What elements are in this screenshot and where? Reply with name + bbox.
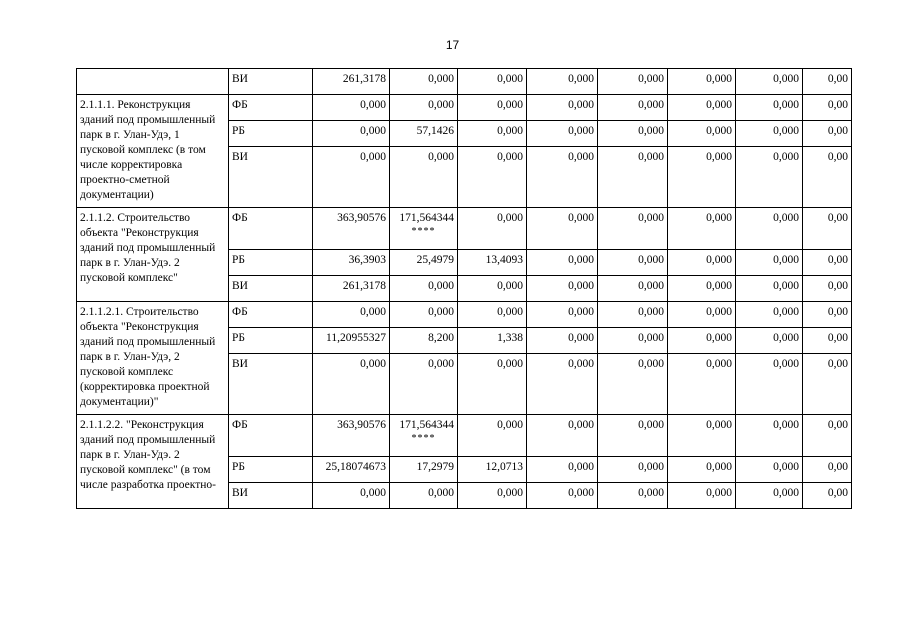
amount-value: 12,0713 — [485, 461, 523, 473]
amount-cell — [313, 276, 390, 302]
amount-cell — [458, 415, 527, 457]
amount-value: 0,000 — [568, 212, 594, 224]
amount-value: 0,000 — [706, 73, 732, 85]
amount-cell — [736, 483, 803, 509]
table-row — [77, 415, 852, 457]
amount-value: 0,000 — [360, 125, 386, 137]
amount-cell — [313, 250, 390, 276]
amount-cell — [803, 250, 852, 276]
amount-cell — [598, 354, 668, 415]
amount-cell — [458, 457, 527, 483]
amount-cell — [598, 457, 668, 483]
amount-cell — [527, 250, 598, 276]
amount-cell — [736, 328, 803, 354]
amount-value: 0,000 — [638, 125, 664, 137]
amount-value: 0,000 — [497, 487, 523, 499]
amount-cell — [668, 250, 736, 276]
funding-source-cell: ВИ — [229, 147, 313, 208]
amount-value: 0,000 — [638, 212, 664, 224]
amount-value: 0,000 — [706, 280, 732, 292]
amount-cell — [668, 328, 736, 354]
amount-value: 25,18074673 — [325, 461, 386, 473]
amount-value: 0,000 — [568, 99, 594, 111]
amount-value: 0,00 — [827, 332, 848, 344]
amount-value: 0,000 — [568, 306, 594, 318]
amount-cell — [668, 276, 736, 302]
amount-value: 0,000 — [360, 306, 386, 318]
amount-cell — [598, 276, 668, 302]
amount-value: 0,000 — [497, 419, 523, 431]
amount-value: 0,00 — [827, 306, 848, 318]
amount-value: 0,000 — [773, 419, 799, 431]
funding-source-cell: ВИ — [229, 276, 313, 302]
amount-cell — [668, 121, 736, 147]
activity-name-cell: 2.1.1.2. Строительство объекта "Реконструкция зданий под промышленный парк в г. Улан-Удэ. 2 пусковой комплекс" — [77, 208, 229, 302]
amount-value: 1,338 — [497, 332, 523, 344]
amount-value: 0,00 — [827, 358, 848, 370]
activity-name-cell: 2.1.1.2.2. "Реконструкция зданий под промышленный парк в г. Улан-Удэ. 2 пусковой комплекс" (в том числе разработка проектно- — [77, 415, 229, 509]
amount-value: 0,00 — [827, 73, 848, 85]
amount-value: 0,000 — [706, 306, 732, 318]
amount-cell — [313, 302, 390, 328]
amount-cell — [390, 95, 458, 121]
amount-cell — [458, 302, 527, 328]
amount-cell — [803, 302, 852, 328]
amount-cell — [527, 95, 598, 121]
amount-cell — [803, 457, 852, 483]
amount-value: 0,000 — [773, 73, 799, 85]
amount-value: 0,00 — [827, 254, 848, 266]
amount-value: 0,000 — [568, 419, 594, 431]
amount-value: 57,1426 — [416, 125, 454, 137]
amount-cell — [313, 328, 390, 354]
amount-value: 0,000 — [773, 254, 799, 266]
amount-cell — [668, 483, 736, 509]
amount-value: 0,00 — [827, 419, 848, 431]
amount-cell — [527, 328, 598, 354]
amount-cell — [527, 69, 598, 95]
amount-cell — [458, 147, 527, 208]
amount-cell — [458, 121, 527, 147]
amount-cell — [390, 415, 458, 457]
amount-value: 0,000 — [773, 358, 799, 370]
amount-value: 0,000 — [638, 461, 664, 473]
amount-value: 0,000 — [497, 280, 523, 292]
amount-value: 8,200 — [428, 332, 454, 344]
amount-value: 0,000 — [497, 358, 523, 370]
amount-cell — [598, 147, 668, 208]
footnote-marker: **** — [411, 226, 436, 237]
amount-cell — [803, 95, 852, 121]
table-row — [77, 302, 852, 328]
amount-cell — [390, 328, 458, 354]
amount-value: 0,00 — [827, 125, 848, 137]
amount-value: 0,00 — [827, 212, 848, 224]
amount-cell — [458, 208, 527, 250]
amount-value: 0,000 — [428, 280, 454, 292]
activity-name-cell — [77, 69, 229, 95]
amount-value: 0,000 — [773, 151, 799, 163]
funding-source-cell: ФБ — [229, 95, 313, 121]
amount-value: 0,00 — [827, 461, 848, 473]
amount-value: 0,000 — [638, 254, 664, 266]
amount-value: 0,000 — [706, 125, 732, 137]
amount-cell — [803, 276, 852, 302]
funding-source-cell: ВИ — [229, 69, 313, 95]
table-row — [77, 208, 852, 250]
amount-cell — [527, 121, 598, 147]
amount-value: 0,000 — [773, 212, 799, 224]
amount-value: 0,000 — [428, 99, 454, 111]
footnote-marker: **** — [411, 433, 436, 444]
amount-value: 363,90576 — [337, 212, 386, 224]
amount-cell — [736, 354, 803, 415]
table-row — [77, 95, 852, 121]
amount-cell — [598, 69, 668, 95]
amount-value: 0,000 — [773, 125, 799, 137]
amount-cell — [390, 69, 458, 95]
amount-cell — [598, 208, 668, 250]
amount-cell — [458, 354, 527, 415]
amount-cell — [736, 250, 803, 276]
amount-cell — [598, 250, 668, 276]
amount-value: 13,4093 — [485, 254, 523, 266]
amount-cell — [668, 95, 736, 121]
amount-value: 0,000 — [568, 254, 594, 266]
amount-value: 171,564344 — [399, 212, 454, 224]
amount-cell — [527, 276, 598, 302]
amount-cell — [668, 415, 736, 457]
amount-cell — [313, 147, 390, 208]
amount-cell — [527, 354, 598, 415]
amount-value: 0,000 — [638, 151, 664, 163]
amount-value: 0,00 — [827, 487, 848, 499]
funding-source-cell: РБ — [229, 121, 313, 147]
amount-value: 261,3178 — [342, 280, 386, 292]
amount-value: 0,000 — [706, 461, 732, 473]
amount-cell — [598, 121, 668, 147]
amount-cell — [803, 69, 852, 95]
amount-cell — [313, 457, 390, 483]
amount-cell — [390, 147, 458, 208]
amount-cell — [736, 147, 803, 208]
amount-cell — [803, 354, 852, 415]
page-number: 17 — [445, 38, 460, 52]
amount-value: 0,000 — [497, 212, 523, 224]
amount-cell — [458, 95, 527, 121]
funding-source-cell: РБ — [229, 457, 313, 483]
amount-cell — [527, 208, 598, 250]
amount-cell — [527, 147, 598, 208]
amount-cell — [527, 457, 598, 483]
amount-value: 0,000 — [568, 151, 594, 163]
amount-value: 0,000 — [360, 487, 386, 499]
amount-cell — [803, 483, 852, 509]
amount-cell — [736, 121, 803, 147]
amount-cell — [803, 121, 852, 147]
amount-cell — [668, 69, 736, 95]
amount-value: 0,000 — [568, 461, 594, 473]
amount-cell — [668, 354, 736, 415]
amount-cell — [390, 208, 458, 250]
amount-value: 0,000 — [773, 487, 799, 499]
amount-value: 36,3903 — [348, 254, 386, 266]
amount-cell — [668, 147, 736, 208]
amount-value: 0,000 — [773, 461, 799, 473]
amount-cell — [313, 354, 390, 415]
amount-cell — [736, 69, 803, 95]
amount-value: 261,3178 — [342, 73, 386, 85]
amount-value: 0,000 — [773, 280, 799, 292]
amount-cell — [527, 483, 598, 509]
amount-value: 363,90576 — [337, 419, 386, 431]
activity-name-cell: 2.1.1.2.1. Строительство объекта "Реконструкция зданий под промышленный парк в г. Улан-Удэ, 2 пусковой комплекс (корректировка проектной документации)" — [77, 302, 229, 415]
amount-value: 0,000 — [773, 99, 799, 111]
amount-cell — [598, 415, 668, 457]
amount-cell — [736, 95, 803, 121]
amount-value: 0,000 — [706, 419, 732, 431]
amount-cell — [313, 483, 390, 509]
funding-source-cell: ФБ — [229, 415, 313, 457]
amount-value: 0,000 — [638, 358, 664, 370]
amount-value: 0,000 — [428, 151, 454, 163]
activity-name-cell: 2.1.1.1. Реконструкция зданий под промышленный парк в г. Улан-Удэ, 1 пусковой комплекс (в том числе корректировка проектно-сметной документации) — [77, 95, 229, 208]
amount-value: 0,00 — [827, 280, 848, 292]
funding-source-cell: ФБ — [229, 302, 313, 328]
amount-cell — [598, 302, 668, 328]
amount-cell — [803, 415, 852, 457]
amount-cell — [736, 208, 803, 250]
amount-cell — [598, 483, 668, 509]
funding-source-cell: ВИ — [229, 483, 313, 509]
amount-cell — [313, 95, 390, 121]
amount-cell — [458, 328, 527, 354]
amount-cell — [598, 328, 668, 354]
funding-source-cell: ФБ — [229, 208, 313, 250]
amount-value: 0,000 — [706, 332, 732, 344]
amount-value: 0,000 — [706, 487, 732, 499]
budget-table — [76, 68, 852, 509]
amount-value: 0,000 — [568, 332, 594, 344]
amount-cell — [736, 415, 803, 457]
amount-value: 0,000 — [497, 151, 523, 163]
amount-cell — [598, 95, 668, 121]
funding-source-cell: ВИ — [229, 354, 313, 415]
amount-cell — [390, 121, 458, 147]
amount-value: 0,000 — [773, 332, 799, 344]
amount-value: 171,564344 — [399, 419, 454, 431]
amount-cell — [313, 69, 390, 95]
amount-cell — [390, 354, 458, 415]
amount-value: 0,000 — [638, 332, 664, 344]
amount-cell — [803, 208, 852, 250]
amount-value: 0,000 — [360, 99, 386, 111]
amount-cell — [313, 121, 390, 147]
amount-value: 0,00 — [827, 151, 848, 163]
amount-cell — [803, 147, 852, 208]
amount-value: 0,000 — [706, 358, 732, 370]
amount-value: 0,000 — [497, 73, 523, 85]
amount-cell — [390, 250, 458, 276]
amount-value: 0,000 — [428, 73, 454, 85]
amount-cell — [458, 483, 527, 509]
amount-value: 0,000 — [638, 99, 664, 111]
amount-value: 17,2979 — [416, 461, 454, 473]
budget-table-body — [77, 69, 852, 509]
amount-cell — [313, 415, 390, 457]
amount-cell — [313, 208, 390, 250]
amount-value: 0,000 — [360, 151, 386, 163]
amount-cell — [803, 328, 852, 354]
amount-cell — [668, 208, 736, 250]
amount-value: 0,000 — [497, 99, 523, 111]
amount-cell — [736, 276, 803, 302]
amount-value: 0,000 — [638, 280, 664, 292]
amount-cell — [390, 276, 458, 302]
amount-cell — [390, 483, 458, 509]
amount-value: 0,000 — [497, 306, 523, 318]
amount-value: 11,20955327 — [326, 332, 386, 344]
amount-cell — [668, 302, 736, 328]
amount-cell — [527, 302, 598, 328]
amount-value: 0,000 — [773, 306, 799, 318]
amount-value: 0,000 — [568, 125, 594, 137]
amount-value: 0,000 — [568, 280, 594, 292]
amount-value: 0,000 — [638, 487, 664, 499]
amount-cell — [527, 415, 598, 457]
amount-value: 0,000 — [638, 306, 664, 318]
amount-cell — [390, 302, 458, 328]
amount-value: 0,000 — [428, 306, 454, 318]
amount-value: 0,000 — [428, 487, 454, 499]
amount-value: 0,000 — [568, 73, 594, 85]
amount-value: 0,000 — [706, 151, 732, 163]
funding-source-cell: РБ — [229, 328, 313, 354]
amount-value: 0,00 — [827, 99, 848, 111]
amount-cell — [458, 276, 527, 302]
amount-value: 0,000 — [638, 73, 664, 85]
funding-source-cell: РБ — [229, 250, 313, 276]
amount-value: 0,000 — [706, 212, 732, 224]
amount-cell — [668, 457, 736, 483]
amount-value: 0,000 — [568, 487, 594, 499]
table-row — [77, 69, 852, 95]
amount-cell — [458, 69, 527, 95]
amount-value: 0,000 — [706, 254, 732, 266]
amount-cell — [390, 457, 458, 483]
amount-value: 0,000 — [360, 358, 386, 370]
amount-cell — [458, 250, 527, 276]
amount-cell — [736, 457, 803, 483]
amount-value: 0,000 — [568, 358, 594, 370]
amount-cell — [736, 302, 803, 328]
amount-value: 0,000 — [706, 99, 732, 111]
amount-value: 0,000 — [497, 125, 523, 137]
amount-value: 25,4979 — [416, 254, 454, 266]
amount-value: 0,000 — [638, 419, 664, 431]
amount-value: 0,000 — [428, 358, 454, 370]
